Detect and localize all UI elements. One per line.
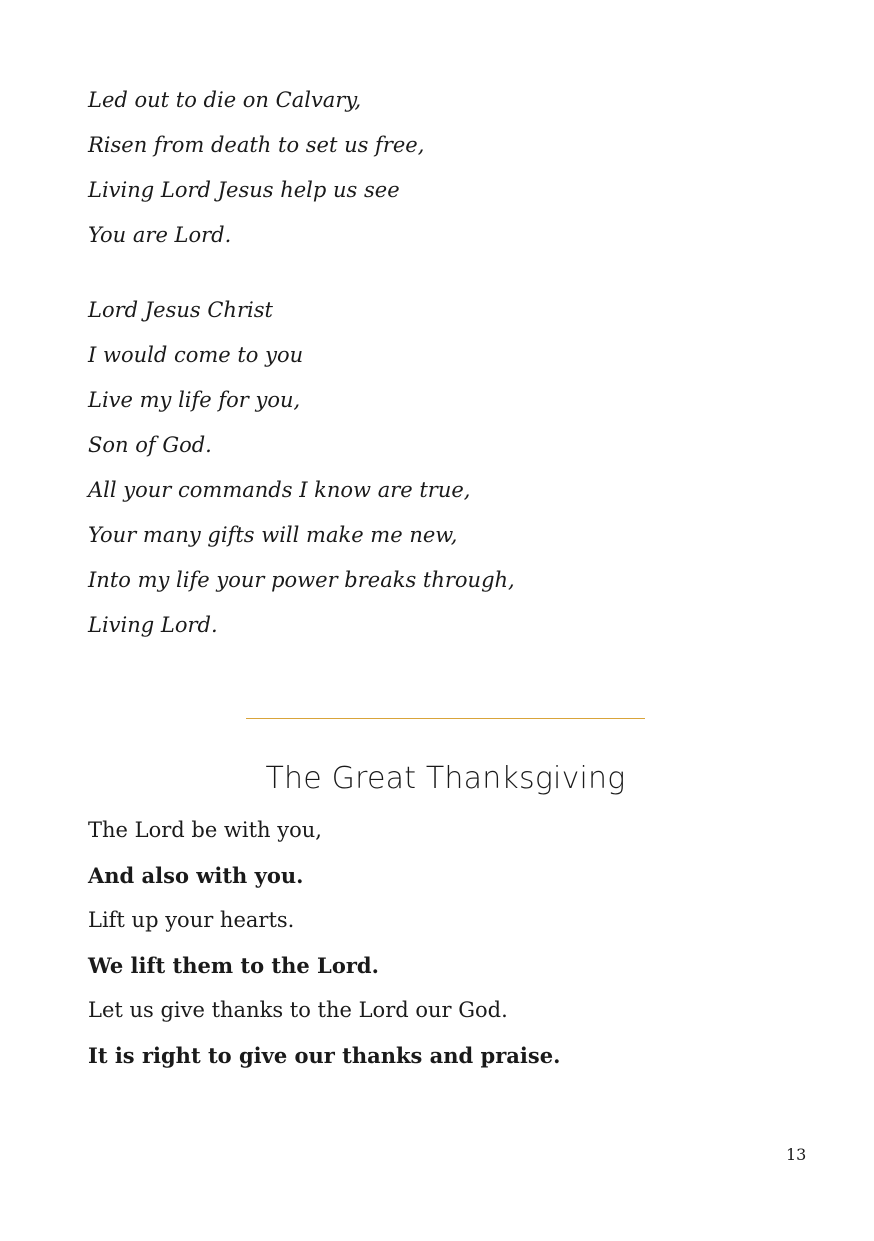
response-line: And also with you. [88, 863, 304, 888]
hymn-line: Living Lord. [88, 613, 218, 637]
hymn-verse-1 [88, 78, 728, 258]
hymn-line: Living Lord Jesus help us see [88, 178, 400, 202]
hymn-line: All your commands I know are true, [88, 478, 471, 502]
hymn-line: Live my life for you, [88, 388, 301, 412]
section-title: The Great Thanksgiving [265, 761, 626, 796]
leader-line: The Lord be with you, [88, 818, 322, 842]
section-divider [246, 718, 645, 719]
page-number: 13 [786, 1145, 807, 1164]
hymn-line: Led out to die on Calvary, [88, 88, 362, 112]
hymn-line: Into my life your power breaks through, [88, 568, 515, 592]
hymn-verse-2 [88, 288, 728, 648]
hymn-line: I would come to you [88, 343, 304, 367]
hymn-line: Risen from death to set us free, [88, 133, 425, 157]
hymn-line: You are Lord. [88, 223, 232, 247]
response-line: It is right to give our thanks and praise. [88, 1043, 561, 1068]
hymn-line: Lord Jesus Christ [88, 298, 273, 322]
response-line: We lift them to the Lord. [88, 953, 379, 978]
hymn-line: Your many gifts will make me new, [88, 523, 458, 547]
liturgy-dialogue [88, 808, 788, 1078]
leader-line: Let us give thanks to the Lord our God. [88, 998, 508, 1022]
hymn-line: Son of God. [88, 433, 212, 457]
leader-line: Lift up your hearts. [88, 908, 295, 932]
